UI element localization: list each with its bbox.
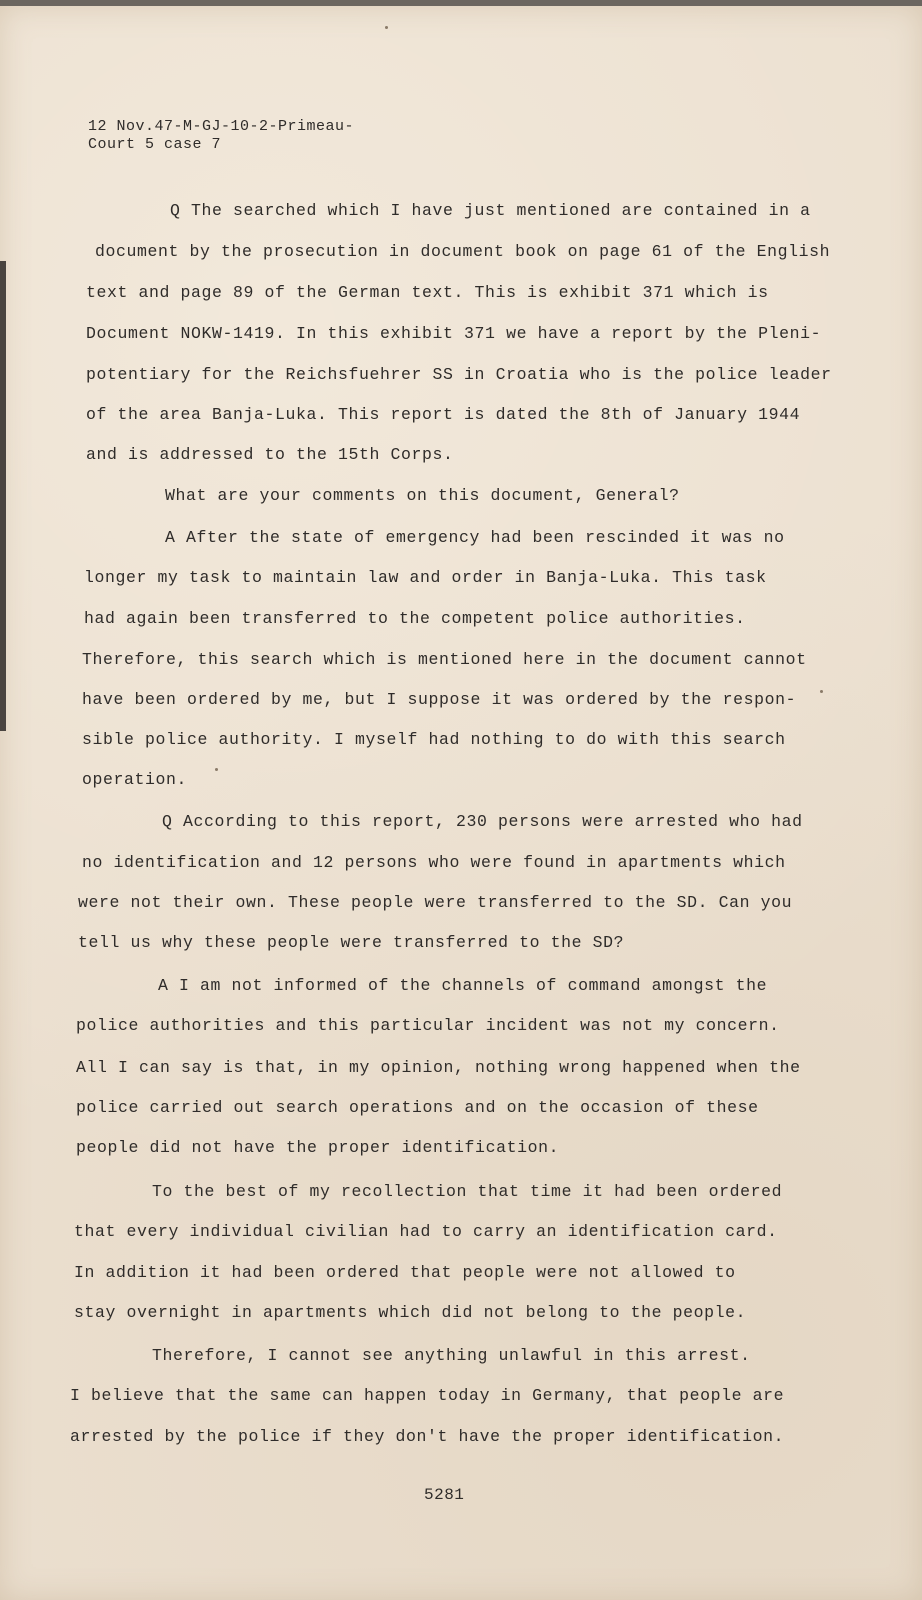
text-line: document by the prosecution in document book on page 61 of the English: [95, 242, 831, 261]
text-line: text and page 89 of the German text. This is exhibit 371 which is: [86, 283, 769, 302]
text-line: police carried out search operations and on the occasion of these: [76, 1098, 759, 1117]
text-line: were not their own. These people were transferred to the SD. Can you: [78, 893, 793, 912]
text-line: A I am not informed of the channels of command amongst the: [158, 976, 768, 995]
text-line: I believe that the same can happen today in Germany, that people are: [70, 1386, 785, 1405]
text-line: Therefore, this search which is mentioned here in the document cannot: [82, 650, 807, 669]
text-line: What are your comments on this document, General?: [165, 486, 680, 505]
text-line: Q According to this report, 230 persons were arrested who had: [162, 812, 803, 831]
text-line: had again been transferred to the competent police authorities.: [84, 609, 746, 628]
text-line: have been ordered by me, but I suppose it was ordered by the respon-: [82, 690, 797, 709]
text-line: arrested by the police if they don't have the proper identification.: [70, 1427, 785, 1446]
text-line: Q The searched which I have just mentioned are contained in a: [170, 201, 811, 220]
text-line: Document NOKW-1419. In this exhibit 371 we have a report by the Pleni-: [86, 324, 822, 343]
paper-speck: [215, 768, 218, 771]
text-line: no identification and 12 persons who were found in apartments which: [82, 853, 786, 872]
header-court: Court 5 case 7: [88, 136, 222, 153]
paper-speck: [820, 690, 823, 693]
text-line: stay overnight in apartments which did not belong to the people.: [74, 1303, 747, 1322]
page-number: 5281: [424, 1486, 465, 1504]
text-line: sible police authority. I myself had nothing to do with this search: [82, 730, 786, 749]
text-line: A After the state of emergency had been rescinded it was no: [165, 528, 785, 547]
page-edge-shadow: [0, 261, 6, 731]
text-line: police authorities and this particular incident was not my concern.: [76, 1016, 780, 1035]
text-line: Therefore, I cannot see anything unlawful in this arrest.: [152, 1346, 751, 1365]
text-line: To the best of my recollection that time it had been ordered: [152, 1182, 783, 1201]
paper-speck: [385, 26, 388, 29]
text-line: and is addressed to the 15th Corps.: [86, 445, 454, 464]
text-line: longer my task to maintain law and order in Banja-Luka. This task: [84, 568, 767, 587]
document-page: [0, 6, 922, 1600]
text-line: that every individual civilian had to carry an identification card.: [74, 1222, 778, 1241]
text-line: In addition it had been ordered that people were not allowed to: [74, 1263, 736, 1282]
text-line: potentiary for the Reichsfuehrer SS in Croatia who is the police leader: [86, 365, 832, 384]
header-reference: 12 Nov.47-M-GJ-10-2-Primeau-: [88, 118, 355, 135]
text-line: people did not have the proper identification.: [76, 1138, 560, 1157]
text-line: tell us why these people were transferred to the SD?: [78, 933, 625, 952]
text-line: operation.: [82, 770, 188, 789]
text-line: All I can say is that, in my opinion, nothing wrong happened when the: [76, 1058, 801, 1077]
text-line: of the area Banja-Luka. This report is dated the 8th of January 1944: [86, 405, 801, 424]
